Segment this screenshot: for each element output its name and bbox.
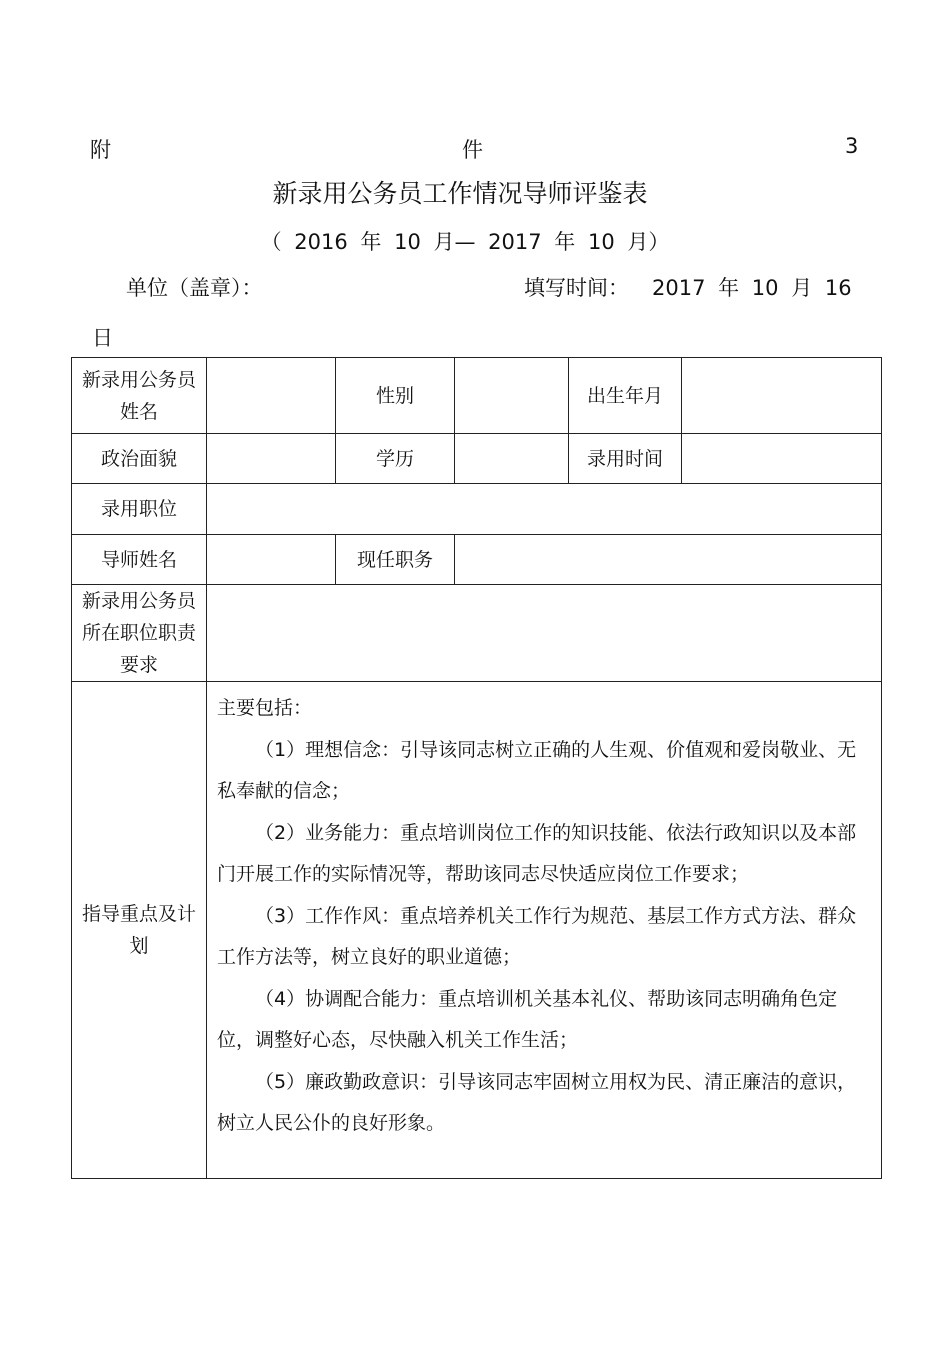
position-label: 录用职位: [72, 484, 207, 535]
guidance-item-3: （3）工作作风：重点培养机关工作行为规范、基层工作方式方法、群众工作方法等，树立良好的职业道德；: [217, 904, 857, 968]
guidance-item-5: （5）廉政勤政意识：引导该同志牢固树立用权为民、清正廉洁的意识，树立人民公仆的良好形象。: [217, 1070, 857, 1134]
duty-field[interactable]: [207, 585, 882, 682]
education-label: 学历: [336, 434, 455, 484]
duty-label: 新录用公务员所在职位职责要求: [72, 585, 207, 682]
annex-char-2: 件: [462, 138, 483, 162]
row-mentor: [72, 535, 882, 585]
mentor-name-field[interactable]: [207, 535, 336, 585]
mentor-name-label: 导师姓名: [72, 535, 207, 585]
fill-time-label: 填写时间：: [524, 276, 629, 300]
birth-field[interactable]: [682, 358, 882, 434]
fill-time-value: 2017 年 10 月 16: [652, 276, 852, 300]
hire-time-label: 录用时间: [569, 434, 682, 484]
gender-field[interactable]: [455, 358, 569, 434]
guidance-intro: 主要包括：: [217, 697, 313, 719]
evaluation-form-table: [71, 357, 882, 1179]
row-position: [72, 484, 882, 535]
political-label: 政治面貌: [72, 434, 207, 484]
annex-char-1: 附: [90, 138, 111, 162]
page-title: 新录用公务员工作情况导师评鉴表: [272, 179, 648, 208]
annex-number: 3: [845, 134, 859, 158]
guidance-item-2: （2）业务能力：重点培训岗位工作的知识技能、依法行政知识以及本部门开展工作的实际情况等，帮助该同志尽快适应岗位工作要求；: [217, 821, 857, 885]
education-field[interactable]: [455, 434, 569, 484]
gender-label: 性别: [336, 358, 455, 434]
current-post-label: 现任职务: [336, 535, 455, 585]
position-field[interactable]: [207, 484, 882, 535]
guidance-item-1: （1）理想信念：引导该同志树立正确的人生观、价值观和爱岗敬业、无私奉献的信念；: [217, 738, 857, 802]
row-background: [72, 434, 882, 484]
row-basic-info: [72, 358, 882, 434]
political-field[interactable]: [207, 434, 336, 484]
guidance-item-4: （4）协调配合能力：重点培训机关基本礼仪、帮助该同志明确角色定位，调整好心态，尽快融入机关工作生活；: [217, 987, 838, 1051]
fill-time-day: 日: [92, 326, 113, 350]
row-duty: [72, 585, 882, 682]
row-guidance: [72, 682, 882, 1179]
current-post-field[interactable]: [455, 535, 882, 585]
evaluation-period: （ 2016 年 10 月— 2017 年 10 月）: [260, 230, 670, 254]
name-field[interactable]: [207, 358, 336, 434]
guidance-label: 指导重点及计划: [72, 682, 207, 1179]
guidance-content: [207, 682, 882, 1179]
birth-label: 出生年月: [569, 358, 682, 434]
unit-label: 单位（盖章）：: [126, 276, 263, 300]
hire-time-field[interactable]: [682, 434, 882, 484]
name-label: 新录用公务员姓名: [72, 358, 207, 434]
